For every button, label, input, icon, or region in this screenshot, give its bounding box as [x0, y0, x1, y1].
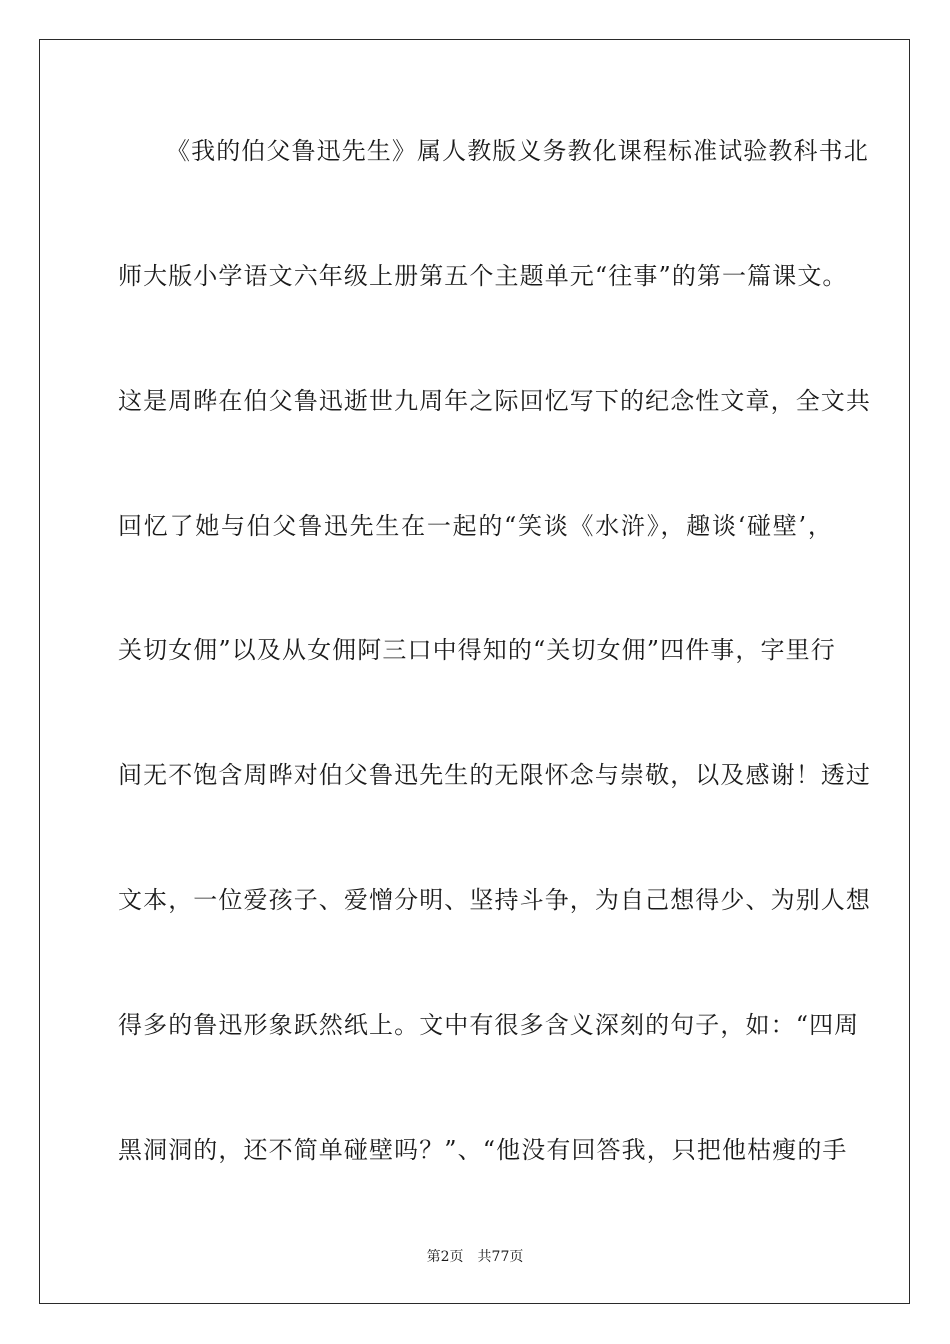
text-line: 文本，一位爱孩子、爱憎分明、坚持斗争，为自己想得少、为别人想 [118, 886, 871, 914]
text-line: 黑洞洞的，还不简单碰壁吗？”、“他没有回答我，只把他枯瘦的手 [118, 1136, 848, 1164]
text-line: 回忆了她与伯父鲁迅先生在一起的“笑谈《水浒》，趣谈‘碰壁’， [118, 512, 833, 540]
text-line: 师大版小学语文六年级上册第五个主题单元“往事”的第一篇课文。 [118, 262, 848, 290]
text-line: 《我的伯父鲁迅先生》属人教版义务教化课程标准试验教科书北 [166, 137, 869, 165]
text-line: 这是周晔在伯父鲁迅逝世九周年之际回忆写下的纪念性文章，全文共 [118, 387, 871, 415]
page-footer [0, 1248, 950, 1266]
text-line: 间无不饱含周晔对伯父鲁迅先生的无限怀念与崇敬，以及感谢！透过 [118, 761, 871, 789]
current-page-number: 第2页 [426, 1249, 464, 1265]
total-pages: 共77页 [477, 1249, 524, 1265]
text-line: 得多的鲁迅形象跃然纸上。文中有很多含义深刻的句子，如：“四周 [118, 1011, 860, 1039]
page-border [39, 39, 910, 1304]
text-line: 关切女佣”以及从女佣阿三口中得知的“关切女佣”四件事，字里行 [118, 636, 836, 664]
